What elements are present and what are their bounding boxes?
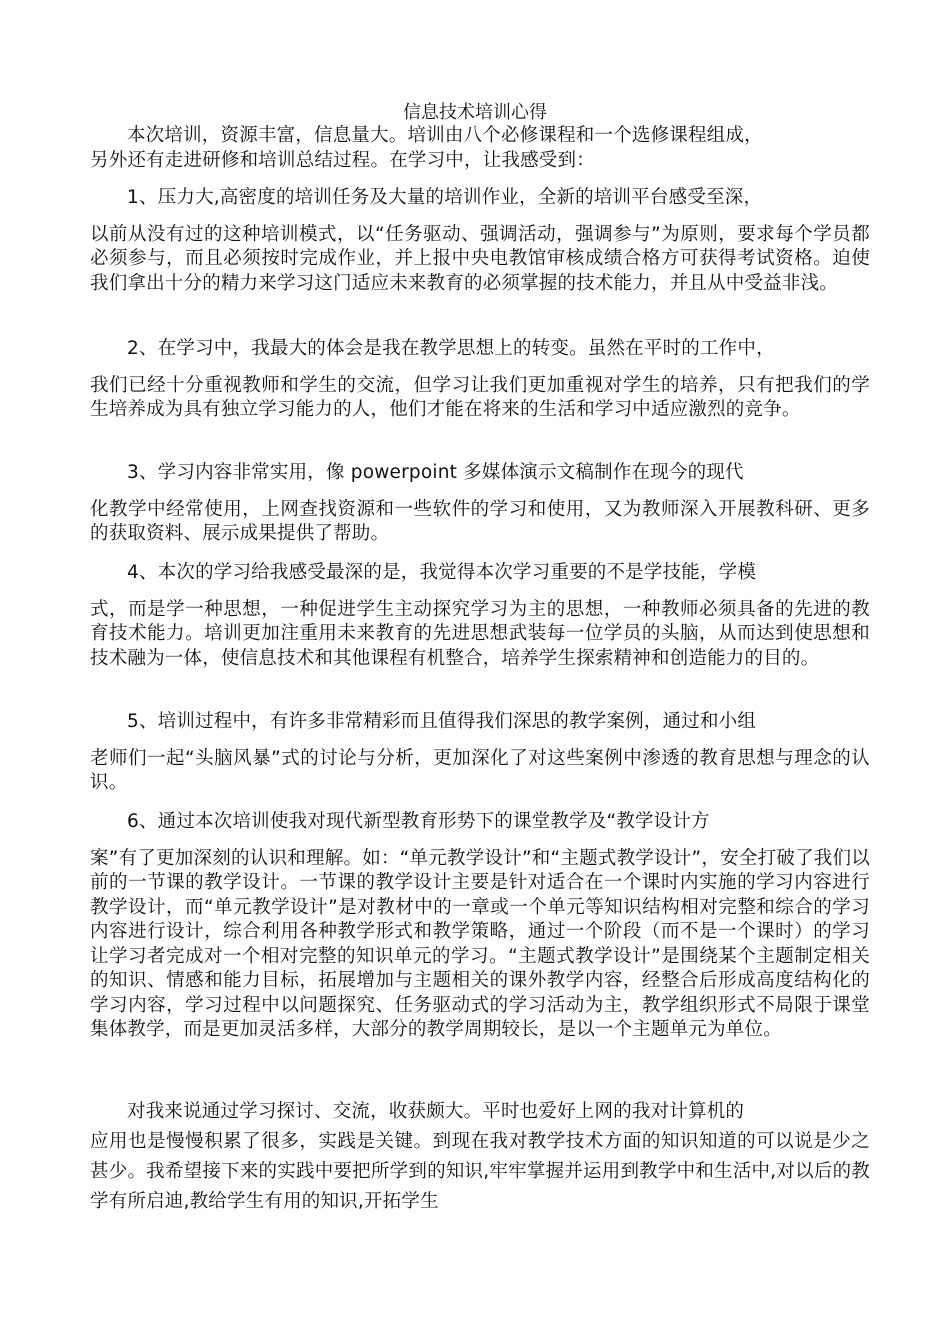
paragraph-point-2 <box>90 337 870 423</box>
paragraph-first-line: 对我来说通过学习探讨、交流，收获颇大。平时也爱好上网的我对计算机的 <box>127 1101 745 1122</box>
paragraph-point-3 <box>90 461 870 547</box>
paragraph-point-6 <box>90 810 870 1043</box>
paragraph-point-4 <box>90 561 870 671</box>
paragraph-point-5 <box>90 710 870 796</box>
paragraph-body: 化教学中经常使用，上网查找资源和一些软件的学习和使用，又为教师深入开展教科研、更多的获取资料、展示成果提供了帮助。 <box>90 498 870 544</box>
paragraph-body: 以前从没有过的这种培训模式，以“任务驱动、强调活动，强调参与”为原则，要求每个学员都必须参与，而且必须按时完成作业，并上报中央电教馆审核成绩合格方可获得考试资格。迫使我们拿出十分的精力来学习这门适应未来教育的必须掌握的技术能力，并且从中受益非浅。 <box>90 223 870 294</box>
paragraph-body: 案”有了更加深刻的认识和理解。如：“单元教学设计”和“主题式教学设计”，安全打破了我们以前的一节课的教学设计。一节课的教学设计主要是针对适合在一个课时内实施的学习内容进行教学设计，而“单元教学设计”是对教材中的一章或一个单元等知识结构相对完整和综合的学习内容进行设计，综合利用各种教学形式和教学策略，通过一个阶段（而不是一个课时）的学习让学习者完成对一个相对完整的知识单元的学习。“主题式教学设计”是围绕某个主题制定相关的知识、情感和能力目标，拓展增加与主题相关的课外教学内容，经整合后形成高度结构化的学习内容，学习过程中以问题探究、任务驱动式的学习活动为主，教学组织形式不局限于课堂集体教学，而是更加灵活多样，大部分的教学周期较长，是以一个主题单元为单位。 <box>90 847 870 1040</box>
paragraph-point-1 <box>90 186 870 296</box>
paragraph-intro <box>90 124 870 173</box>
paragraph-first-line: 3、学习内容非常实用，像 powerpoint 多媒体演示文稿制作在现今的现代 <box>127 462 744 483</box>
paragraph-conclusion <box>90 1097 870 1217</box>
paragraph-first-line: 5、培训过程中，有许多非常精彩而且值得我们深思的教学案例，通过和小组 <box>127 711 757 732</box>
paragraph-first-line: 本次培训，资源丰富，信息量大。培训由八个必修课程和一个选修课程组成， <box>127 125 763 146</box>
paragraph-body: 式，而是学一种思想，一种促进学生主动探究学习为主的思想，一种教师必须具备的先进的教育技术能力。培训更加注重用未来教育的先进思想武装每一位学员的头脑，从而达到使思想和技术融为一体，使信息技术和其他课程有机整合，培养学生探索精神和创造能力的目的。 <box>90 598 870 669</box>
document-title: 信息技术培训心得 <box>403 102 547 123</box>
paragraph-body: 应用也是慢慢积累了很多，实践是关键。到现在我对教学技术方面的知识知道的可以说是少之甚少。我希望接下来的实践中要把所学到的知识,牢牢掌握并运用到教学中和生活中,对以后的教学有所启迪,教给学生有用的知识,开拓学生 <box>90 1131 870 1212</box>
paragraph-first-line: 4、本次的学习给我感受最深的是，我觉得本次学习重要的不是学技能，学模 <box>127 562 757 583</box>
paragraph-body: 另外还有走进研修和培训总结过程。在学习中，让我感受到： <box>90 149 595 171</box>
paragraph-first-line: 6、通过本次培训使我对现代新型教育形势下的课堂教学及“教学设计方 <box>127 811 710 832</box>
paragraph-body: 老师们一起“头脑风暴”式的讨论与分析，更加深化了对这些案例中渗透的教育思想与理念的认识。 <box>90 747 870 793</box>
paragraph-body: 我们已经十分重视教师和学生的交流，但学习让我们更加重视对学生的培养，只有把我们的学生培养成为具有独立学习能力的人，他们才能在将来的生活和学习中适应激烈的竞争。 <box>90 374 870 420</box>
paragraph-first-line: 2、在学习中，我最大的体会是我在教学思想上的转变。虽然在平时的工作中， <box>127 338 775 359</box>
paragraph-first-line: 1、压力大,高密度的培训任务及大量的培训作业，全新的培训平台感受至深， <box>127 187 763 208</box>
